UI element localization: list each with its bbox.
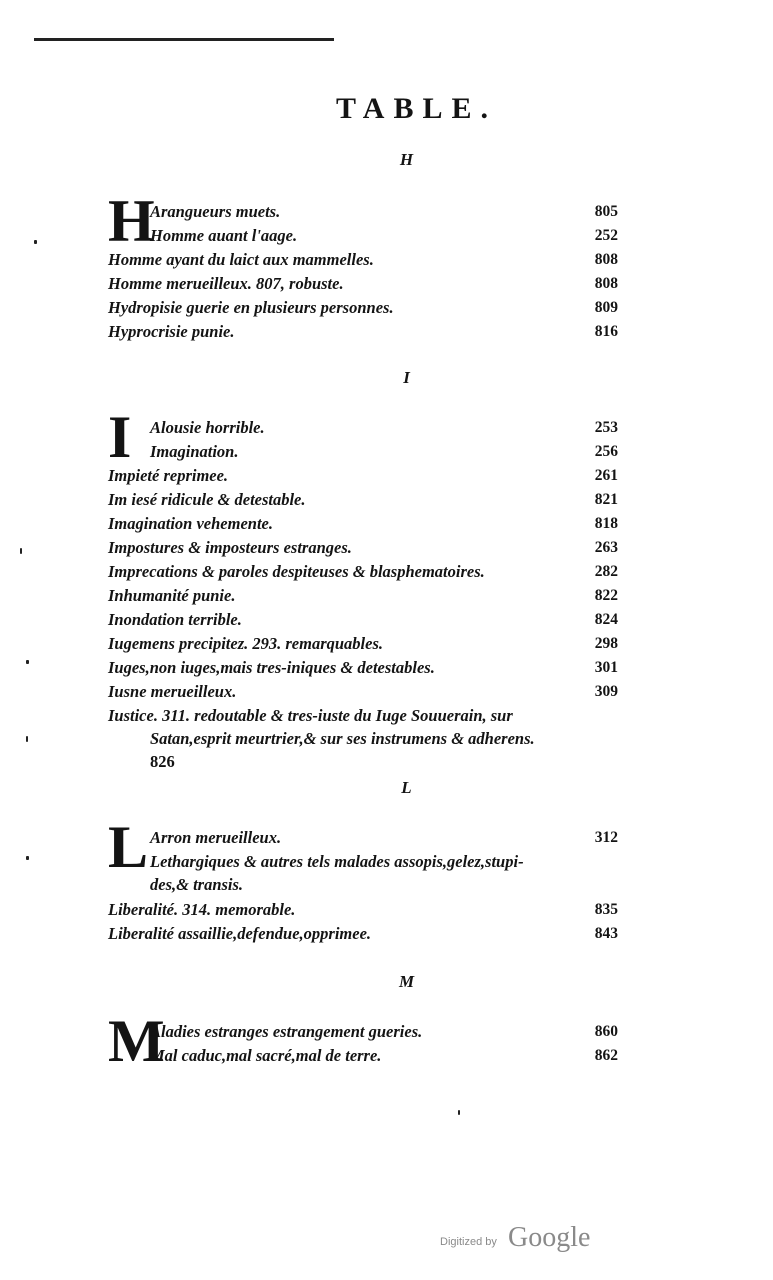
entry-page: 821 — [594, 491, 618, 508]
dropcap-i: I — [108, 404, 132, 470]
entry-text: Mal caduc,mal sacré,mal de terre. — [150, 1046, 382, 1065]
index-entry — [108, 680, 618, 703]
scan-speck — [26, 736, 28, 742]
entry-page: 252 — [594, 227, 618, 244]
index-entry — [108, 248, 618, 271]
entry-page: 860 — [594, 1023, 618, 1040]
entry-page: 822 — [594, 587, 618, 604]
entry-page: 826 — [150, 752, 175, 771]
entry-text-line1: Lethargiques & autres tels malades assopis,gelez,stupi- — [150, 852, 524, 871]
entry-page: 263 — [594, 539, 618, 556]
entry-text: Hyprocrisie punie. — [108, 322, 235, 341]
index-entry — [108, 512, 618, 535]
section-letter-h: H — [399, 150, 414, 169]
entry-page: 808 — [594, 251, 618, 268]
index-entry — [108, 584, 618, 607]
index-entry — [150, 416, 618, 439]
index-entry-justice — [108, 704, 618, 773]
entry-text-line2: Satan,esprit meurtrier,& sur ses instrumens & adherens. — [150, 729, 535, 748]
index-entry — [108, 464, 618, 487]
entry-page: 816 — [594, 323, 618, 340]
entry-page: 824 — [594, 611, 618, 628]
entry-text: Homme auant l'aage. — [150, 226, 298, 245]
entry-text: Impieté reprimee. — [108, 466, 229, 485]
index-entry — [108, 296, 618, 319]
entry-page: 256 — [594, 443, 618, 460]
index-entry — [108, 272, 618, 295]
entry-text: Alousie horrible. — [150, 418, 265, 437]
entry-page: 835 — [594, 901, 618, 918]
index-entry — [108, 656, 618, 679]
index-entry — [150, 1044, 618, 1067]
entry-text: Hydropisie guerie en plusieurs personnes. — [108, 298, 394, 317]
entry-text: Homme ayant du laict aux mammelles. — [108, 250, 374, 269]
index-entry — [150, 200, 618, 223]
entry-page: 808 — [594, 275, 618, 292]
entry-text: Imagination vehemente. — [108, 514, 273, 533]
entry-page: 809 — [594, 299, 618, 316]
dropcap-h: H — [108, 188, 155, 254]
index-entry — [150, 826, 618, 849]
entry-page: 301 — [594, 659, 618, 676]
entry-text: Inhumanité punie. — [108, 586, 236, 605]
entry-page: 312 — [594, 829, 618, 846]
index-entry — [108, 320, 618, 343]
entry-page: 818 — [594, 515, 618, 532]
index-entry-lethargiques — [150, 850, 618, 896]
scan-speck — [34, 240, 37, 244]
entry-text: Imprecations & paroles despiteuses & blasphematoires. — [108, 562, 485, 581]
watermark-logo: Google — [508, 1222, 591, 1253]
entry-page: 261 — [594, 467, 618, 484]
digitized-watermark — [440, 1222, 610, 1258]
scan-speck — [20, 548, 22, 554]
entry-text: Liberalité. 314. memorable. — [108, 900, 296, 919]
scan-speck — [26, 856, 29, 860]
watermark-small: Digitized by — [440, 1236, 497, 1248]
entry-text: Impostures & imposteurs estranges. — [108, 538, 352, 557]
section-letter-i: I — [403, 368, 410, 387]
top-rule — [34, 38, 334, 41]
page-title: TABLE. — [336, 92, 497, 125]
entry-page: 309 — [594, 683, 618, 700]
entry-page: 253 — [594, 419, 618, 436]
entry-text: Aladies estranges estrangement gueries. — [150, 1022, 423, 1041]
section-letter-l: L — [401, 778, 412, 797]
entry-text-line2: des,& transis. — [150, 875, 244, 894]
entry-text: Inondation terrible. — [108, 610, 242, 629]
entry-text: Iugemens precipitez. 293. remarquables. — [108, 634, 383, 653]
index-entry — [108, 560, 618, 583]
entry-page: 843 — [594, 925, 618, 942]
entry-page: 298 — [594, 635, 618, 652]
dropcap-l: L — [108, 814, 149, 880]
index-entry — [108, 608, 618, 631]
entry-text: Arangueurs muets. — [150, 202, 281, 221]
entry-page: 805 — [594, 203, 618, 220]
scan-speck — [26, 660, 29, 664]
index-entry — [150, 224, 618, 247]
index-entry — [108, 898, 618, 921]
entry-text: Liberalité assaillie,defendue,opprimee. — [108, 924, 372, 943]
entry-text: Iusne merueilleux. — [108, 682, 237, 701]
index-entry — [108, 922, 618, 945]
entry-page: 282 — [594, 563, 618, 580]
index-entry — [150, 440, 618, 463]
index-entry — [108, 536, 618, 559]
entry-page: 862 — [594, 1047, 618, 1064]
entry-text: Homme merueilleux. 807, robuste. — [108, 274, 344, 293]
entry-text-line1: Iustice. 311. redoutable & tres-iuste du Iuge Souuerain, sur — [108, 706, 513, 725]
entry-text: Imagination. — [150, 442, 239, 461]
section-letter-m: M — [398, 972, 415, 991]
index-entry — [150, 1020, 618, 1043]
dropcap-m: M — [108, 1008, 165, 1074]
entry-text: Iuges,non iuges,mais tres-iniques & detestables. — [108, 658, 435, 677]
entry-text: Im iesé ridicule & detestable. — [108, 490, 306, 509]
scan-speck — [458, 1110, 460, 1115]
index-entry — [108, 632, 618, 655]
index-entry — [108, 488, 618, 511]
entry-text: Arron merueilleux. — [150, 828, 282, 847]
